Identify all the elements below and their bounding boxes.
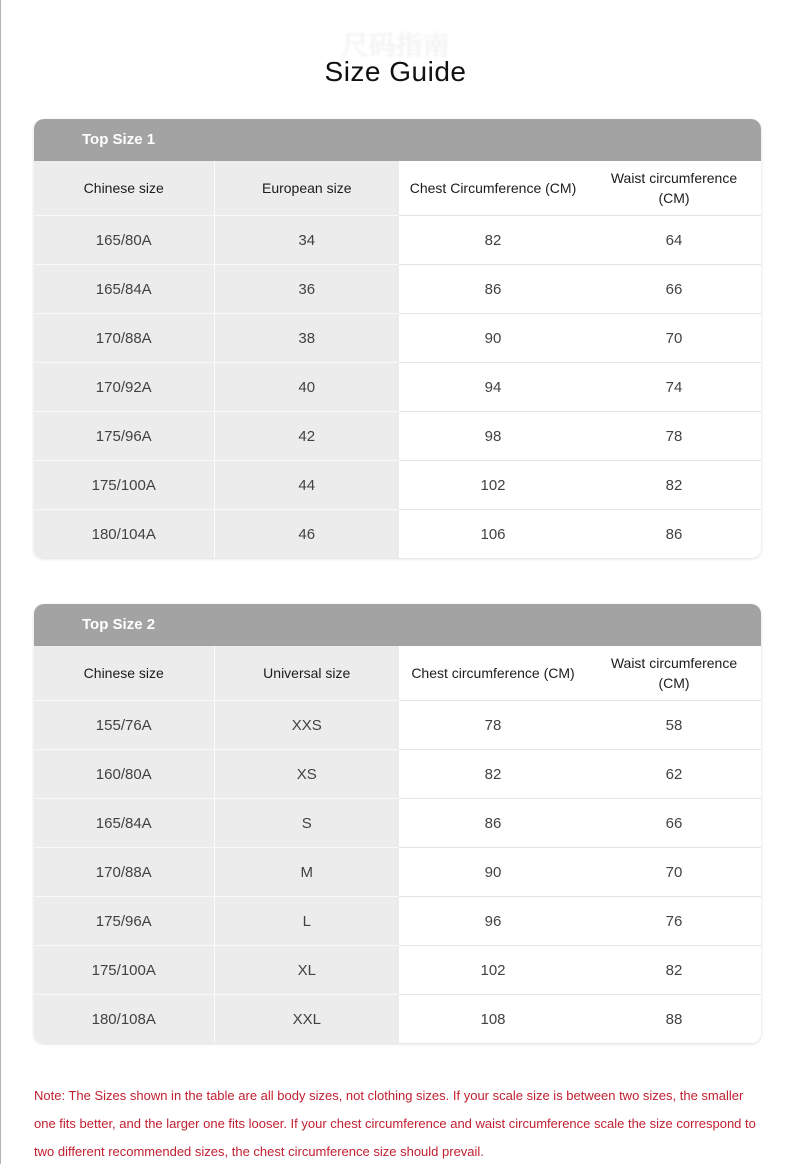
table-cell: 94	[399, 363, 587, 412]
table-cell: 78	[399, 701, 587, 750]
table-row	[34, 461, 761, 510]
table-row	[34, 750, 761, 799]
table-row	[34, 510, 761, 559]
table-cell: 36	[214, 265, 399, 314]
table-row	[34, 701, 761, 750]
column-header: Waist circumference (CM)	[587, 161, 761, 216]
table-cell: 155/76A	[34, 701, 214, 750]
table-cell: 86	[587, 510, 761, 559]
table-cell: 86	[399, 799, 587, 848]
table-cell: 170/88A	[34, 314, 214, 363]
table-row	[34, 314, 761, 363]
size-table-card-top-size-1	[34, 119, 761, 558]
size-table	[34, 161, 761, 558]
table-cell: 62	[587, 750, 761, 799]
table-cell: 165/80A	[34, 216, 214, 265]
table-cell: 102	[399, 461, 587, 510]
table-cell: L	[214, 897, 399, 946]
table-cell: 34	[214, 216, 399, 265]
table-row	[34, 799, 761, 848]
table-cell: S	[214, 799, 399, 848]
table-cell: 170/92A	[34, 363, 214, 412]
table-cell: 82	[587, 946, 761, 995]
column-header: Chinese size	[34, 161, 214, 216]
column-header-row	[34, 161, 761, 216]
table-row	[34, 995, 761, 1044]
table-cell: 82	[399, 750, 587, 799]
table-cell: 66	[587, 799, 761, 848]
table-cell: 66	[587, 265, 761, 314]
size-table	[34, 646, 761, 1043]
table-cell: 76	[587, 897, 761, 946]
table-cell: 170/88A	[34, 848, 214, 897]
watermark-text: 尺码指南	[341, 31, 450, 61]
size-table-card-top-size-2	[34, 604, 761, 1043]
table-cell: 108	[399, 995, 587, 1044]
table-cell: 42	[214, 412, 399, 461]
table-cell: 90	[399, 314, 587, 363]
table-row	[34, 363, 761, 412]
table-title: Top Size 1	[34, 119, 761, 161]
table-cell: 160/80A	[34, 750, 214, 799]
table-cell: 46	[214, 510, 399, 559]
table-cell: 64	[587, 216, 761, 265]
column-header: Universal size	[214, 646, 399, 701]
table-cell: 96	[399, 897, 587, 946]
table-cell: 165/84A	[34, 799, 214, 848]
table-cell: 70	[587, 848, 761, 897]
table-cell: 74	[587, 363, 761, 412]
table-cell: 180/108A	[34, 995, 214, 1044]
table-cell: 78	[587, 412, 761, 461]
table-row	[34, 848, 761, 897]
table-row	[34, 412, 761, 461]
table-cell: 98	[399, 412, 587, 461]
table-cell: 175/96A	[34, 897, 214, 946]
table-cell: 44	[214, 461, 399, 510]
table-cell: 88	[587, 995, 761, 1044]
table-cell: 82	[399, 216, 587, 265]
table-cell: 38	[214, 314, 399, 363]
table-cell: 175/100A	[34, 946, 214, 995]
table-cell: 58	[587, 701, 761, 750]
table-row	[34, 946, 761, 995]
table-cell: 165/84A	[34, 265, 214, 314]
table-cell: XS	[214, 750, 399, 799]
table-cell: 90	[399, 848, 587, 897]
table-cell: M	[214, 848, 399, 897]
table-cell: 106	[399, 510, 587, 559]
table-cell: 102	[399, 946, 587, 995]
column-header: Chest circumference (CM)	[399, 646, 587, 701]
table-row	[34, 897, 761, 946]
column-header: European size	[214, 161, 399, 216]
table-cell: 180/104A	[34, 510, 214, 559]
table-cell: 82	[587, 461, 761, 510]
table-row	[34, 265, 761, 314]
column-header: Waist circumference (CM)	[587, 646, 761, 701]
table-cell: XXL	[214, 995, 399, 1044]
table-title: Top Size 2	[34, 604, 761, 646]
column-header: Chinese size	[34, 646, 214, 701]
table-cell: 40	[214, 363, 399, 412]
table-cell: 86	[399, 265, 587, 314]
column-header: Chest Circumference (CM)	[399, 161, 587, 216]
note-text: Note: The Sizes shown in the table are all body sizes, not clothing sizes. If your scale size is between two sizes, the smaller one fits better, and the larger one fits looser. If your chest circumference and waist circumference scale the size correspond to two different recommended sizes, the chest circumference size should prevail.	[34, 1088, 756, 1159]
table-row	[34, 216, 761, 265]
page-title: Size Guide	[324, 56, 467, 87]
column-header-row	[34, 646, 761, 701]
table-cell: XL	[214, 946, 399, 995]
table-cell: XXS	[214, 701, 399, 750]
table-cell: 175/100A	[34, 461, 214, 510]
table-cell: 70	[587, 314, 761, 363]
table-cell: 175/96A	[34, 412, 214, 461]
